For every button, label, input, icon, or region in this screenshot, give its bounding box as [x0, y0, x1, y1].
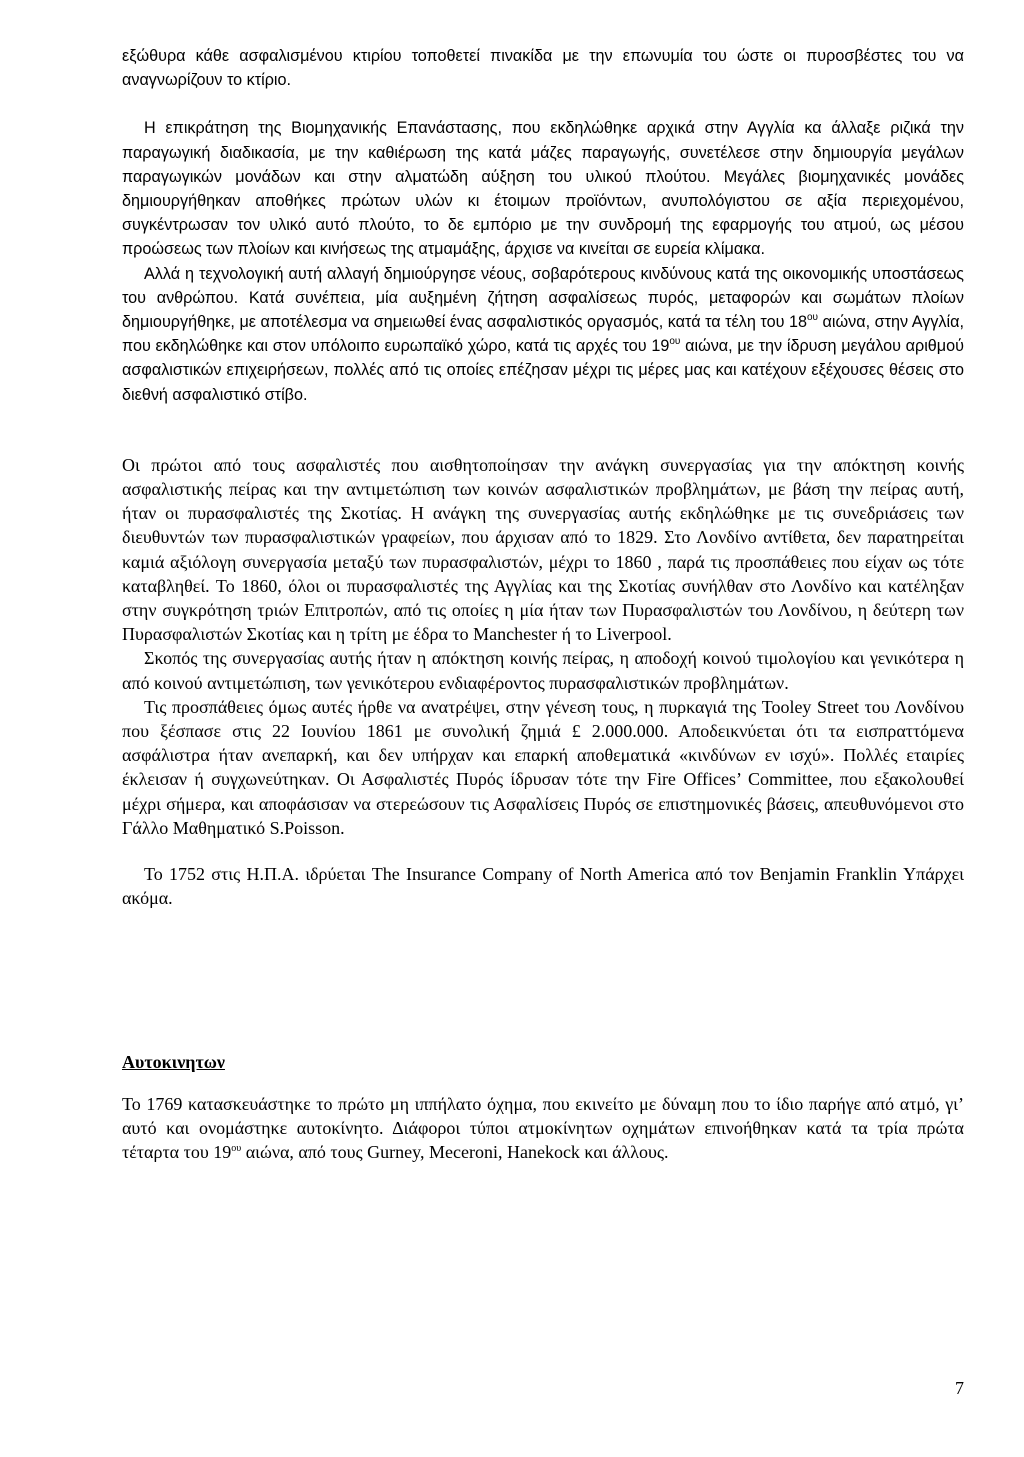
superscript-ordinal: ου: [806, 312, 818, 324]
paragraph-first-automobile: [122, 1092, 964, 1165]
paragraph-technological-change-part3: αιώνα, στην Αγγλία, που εκδηλώθηκε και στον υπόλοιπο ευρωπαϊκό χώρο, κατά τις αρχές του 19: [122, 313, 964, 356]
paragraph-first-automobile-part2: αιώνα, από τους Gurney, Meceroni, Hanekock και άλλους.: [241, 1142, 669, 1163]
section-heading-automobiles: Αυτοκινητων: [122, 1051, 225, 1072]
paragraph-technological-change-part1: Αλλά η τεχνολογική αυτή αλλαγή δημιούργησε νέους, σοβαρότερους κινδύνους κατά της οικονομικής υποστάσεως του ανθρώπου.: [122, 264, 964, 307]
page-number: 7: [955, 1378, 964, 1398]
paragraph-technological-change: [122, 262, 964, 407]
paragraph-scottish-insurers: Οι πρώτοι από τους ασφαλιστές που αισθητοποίησαν την ανάγκη συνεργασίας για την απόκτηση κοινής ασφαλιστικής πείρας και την αντιμετώπιση των κοινών ασφαλιστικών προβλημάτων, με βάση την πείρας αυτή, ήταν οι πυρασφαλιστές της Σκοτίας. Η ανάγκη της συνεργασίας αυτής εκδηλώθηκε με τις συνεδριάσεις των διευθυντών των πυρασφαλιστικών γραφείων, που άρχισαν από το 1829. Στο Λονδίνο αντίθετα, δεν παρατηρείται καμιά αξιόλογη συνεργασία μεταξύ των πυρασφαλιστών, μέχρι το 1860 , παρά τις προσπάθειες που είχαν ως τότε καταβληθεί. Το 1860, όλοι οι πυρασφαλιστές της Αγγλίας και της Σκοτίας συνήλθαν στο Λονδίνο και κατέληξαν στην συγκρότηση τριών Επιτροπών, από τις οποίες η μία ήταν των Πυρασφαλιστών του Λονδίνου, η δεύτερη των Πυρασφαλιστών Σκοτίας και η τρίτη με έδρα το Manchester ή το Liverpool.: [122, 454, 964, 645]
paragraph-fire-plaque: εξώθυρα κάθε ασφαλισμένου κτιρίου τοποθετεί πινακίδα με την επωνυμία του ώστε οι πυροσβέστες του να αναγνωρίζουν το κτίριο.: [122, 47, 964, 90]
document-page: [122, 44, 964, 1164]
paragraph-industrial-revolution: [122, 116, 964, 261]
paragraph-industrial-revolution-part2: Μεγάλες βιομηχανικές μονάδες δημιουργήθηκαν αποθήκες πρώτων υλών κι έτοιμων προϊόντων, ανυπολόγιστου σε αξία περιεχομένου, συγκέντρωσαν τον υλικό αυτό πλούτο, το δε εμπόριο με την συνδρομή της εφαρμογής του ατμού, ως μέσου προώσεως των πλοίων και κινήσεως της ατμαμάξης, άρχισε να κινείται σε ευρεία κλίμακα.: [122, 167, 964, 259]
paragraph-first-automobile-part1: Το 1769 κατασκευάστηκε το πρώτο μη ιππήλατο όχημα, που εκινείτο με δύναμη που το ίδιο παρήγε από ατμό, γι’ αυτό και ονομάστηκε αυτοκίνητο. Διάφοροι τύποι ατμοκίνητων οχημάτων επινοήθηκαν κατά τα τρία πρώτα τέταρτα του 19: [122, 1093, 964, 1163]
paragraph-tooley-street-fire: Τις προσπάθειες όμως αυτές ήρθε να ανατρέψει, στην γένεση τους, η πυρκαγιά της Tooley Street του Λονδίνου που ξέσπασε στις 22 Ιουνίου 1861 με συνολική ζημιά £ 2.000.000. Αποδεικνύεται ότι τα εισπραττόμενα ασφάλιστρα ήταν ανεπαρκή, και δεν υπήρχαν και επαρκή αποθεματικά «κινδύνων εν ισχύ». Πολλές εταιρίες έκλεισαν ή συγχωνεύτηκαν. Οι Ασφαλιστές Πυρός ίδρυσαν τότε την Fire Offices’ Committee, που εξακολουθεί μέχρι σήμερα, και αποφάσισαν να στερεώσουν τις Ασφαλίσεις Πυρός σε επιστημονικές βάσεις, απευθυνόμενοι στο Γάλλο Μαθηματικό S.Poisson.: [122, 696, 964, 838]
superscript-ordinal: ου: [669, 336, 681, 348]
paragraph-industrial-revolution-part1: Η επικράτηση της Βιομηχανικής Επανάστασης, που εκδηλώθηκε αρχικά στην Αγγλία κα άλλαξε ριζικά την παραγωγική διαδικασία, με την καθιέρωση της κατά μάζες παραγωγής, συνετέλεσε στην δημιουργία μεγάλων παραγωγικών μονάδων και στην αλματώδη αύξηση του υλικού πλούτου.: [122, 119, 964, 186]
paragraph-technological-change-part2: Κατά συνέπεια, μία αυξημένη ζήτηση ασφαλίσεως πυρός, μεταφορών και σωμάτων πλοίων δημιουργήθηκε, με αποτέλεσμα να σημειωθεί ένας ασφαλιστικός οργασμός, κατά τα τέλη του 18: [122, 288, 964, 332]
paragraph-technological-change-part4: αιώνα, με την ίδρυση μεγάλου αριθμού ασφαλιστικών επιχειρήσεων, πολλές από τις οποίες επέζησαν μέχρι τις μέρες μας και κατέχουν εξέχουσες θέσεις στο διεθνή ασφαλιστικό στίβο.: [122, 337, 964, 404]
paragraph-north-america: Το 1752 στις Η.Π.Α. ιδρύεται The Insurance Company of North America από τον Benjamin Franklin Υπάρχει ακόμα.: [122, 864, 964, 909]
superscript-ordinal: ου: [231, 1143, 242, 1155]
paragraph-cooperation-purpose: Σκοπός της συνεργασίας αυτής ήταν η απόκτηση κοινής πείρας, η αποδοχή κοινού τιμολογίου και γενικότερα η από κοινού αντιμετώπιση, των γενικότερου ενδιαφέροντος πυρασφαλιστικών προβλημάτων.: [122, 648, 964, 693]
